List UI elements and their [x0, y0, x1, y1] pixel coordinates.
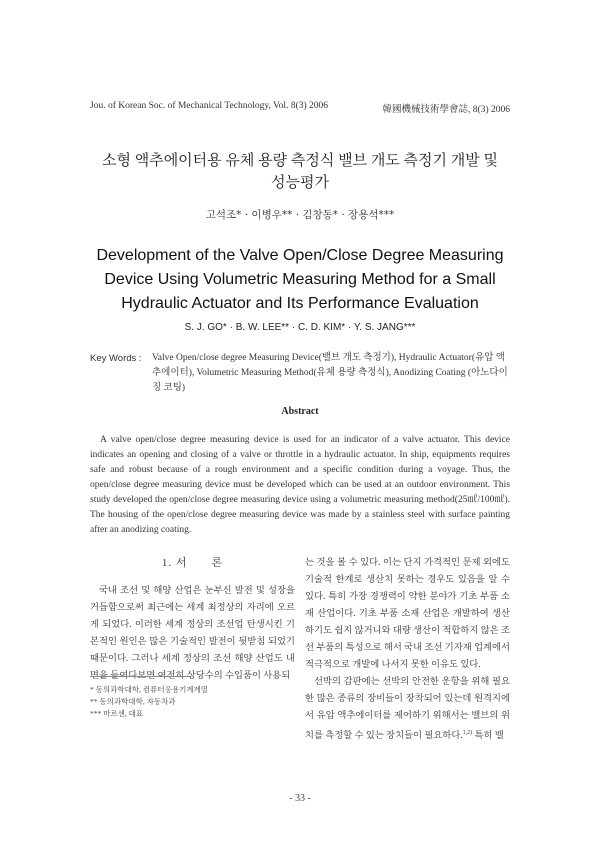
english-title-line3: Hydraulic Actuator and Its Performance Evaluation — [121, 295, 479, 312]
footnote-1: * 동의과학대학, 컴퓨터응용기계계열 — [90, 685, 209, 694]
section-title: 1. 서 론 — [161, 557, 224, 569]
intro-paragraph-right-1: 는 것을 볼 수 있다. 이는 단지 가격적인 문제 외에도 기술적 한계로 생산치 못하는 경우도 있음을 알 수 있다. 특히 가장 경쟁력이 약한 분야가 기초 부품 소재 산업이다. 기초 부품 소재 산업은 개발하여 생산하기도 쉽지 않거니와 대량 생산이 적합하지 않은 조선 부품의 특성으로 해서 국내 조선 기자재 업계에서 적극적으로 개발에 나서지 못한 이유도 있다. — [305, 558, 510, 670]
right-column — [305, 555, 510, 745]
english-title — [60, 244, 540, 316]
intro-paragraph-left: 국내 조선 및 해양 산업은 눈부신 발전 및 성장을 거듭함으로써 최근에는 세계 최정상의 자리에 오르게 되었다. 이러한 세계 정상의 조선업 탄생시킨 기본적인 원인은 많은 기술적인 발전이 뒷받침 되었기 때문이다. 그러나 세계 정상의 조선 해양 산업도 내면을 들여다보면 여전히 상당수의 수입품이 사용되 — [90, 586, 295, 681]
korean-title-line1: 소형 액추에이터용 유체 용량 측정식 밸브 개도 측정기 개발 및 — [101, 153, 498, 169]
intro-paragraph-right-2-tail: 특히 밸 — [472, 731, 504, 742]
intro-paragraph-right-2 — [305, 674, 510, 745]
keywords-label: Key Words : — [90, 353, 142, 364]
footnote-3: *** 마르센, 대표 — [90, 709, 144, 718]
footnote-2: ** 동의과학대학, 자동차과 — [90, 697, 176, 706]
korean-title — [0, 150, 600, 194]
abstract-heading: Abstract — [281, 406, 319, 417]
intro-paragraph-right-2-text: 선박의 갑판에는 선박의 안전한 운항을 위해 필요한 많은 종류의 장비들이 장착되어 있는데 원격지에서 유압 액추에이터를 제어하기 위해서는 밸브의 위치를 측정할 수 있는 장치들이 필요하다. — [305, 677, 510, 742]
journal-header-kr: 韓國機械技術學會誌, 8(3) 2006 — [382, 105, 510, 115]
english-title-line1: Development of the Valve Open/Close Degree Measuring — [96, 247, 504, 264]
english-authors: S. J. GO* · B. W. LEE** · C. D. KIM* · Y. S. JANG*** — [184, 322, 416, 333]
keywords-block — [90, 351, 510, 396]
english-title-line2: Device Using Volumetric Measuring Method for a Small — [104, 271, 496, 288]
korean-authors: 고석조* · 이병우** · 김창동* · 장용석*** — [205, 209, 395, 221]
footnotes — [90, 684, 208, 720]
keywords-text: Valve Open/close degree Measuring Device(밸브 개도 측정기), Hydraulic Actuator(유압 액추에이터), Volumetric Measuring Method(유체 용량 측정식), Anodizing Coating (아노다이징 코팅) — [152, 353, 508, 393]
page-number: - 33 - — [289, 793, 311, 804]
korean-title-line2: 성능평가 — [271, 175, 329, 191]
footnote-divider — [90, 676, 190, 677]
abstract-body: A valve open/close degree measuring device is used for an indicator of a valve actuator. This device indicates an opening and closing of a valve or throttle in a hydraulic actuator. In ship, equipments requires safe and robust because of a rough environment and a specific condition during a voyage. Thus, the open/close degree measuring device must be developed which can be used at an outdoor environment. This study developed the open/close degree measuring device using a volumetric measuring method(25㎖/100㎖). The housing of the open/close degree measuring device was made by a stainless steel with surface painting after an anodizing coating. — [90, 435, 510, 535]
reference-marker: 1,2) — [462, 730, 473, 736]
journal-header-en: Jou. of Korean Soc. of Mechanical Technology, Vol. 8(3) 2006 — [90, 101, 329, 111]
left-column — [90, 555, 295, 685]
